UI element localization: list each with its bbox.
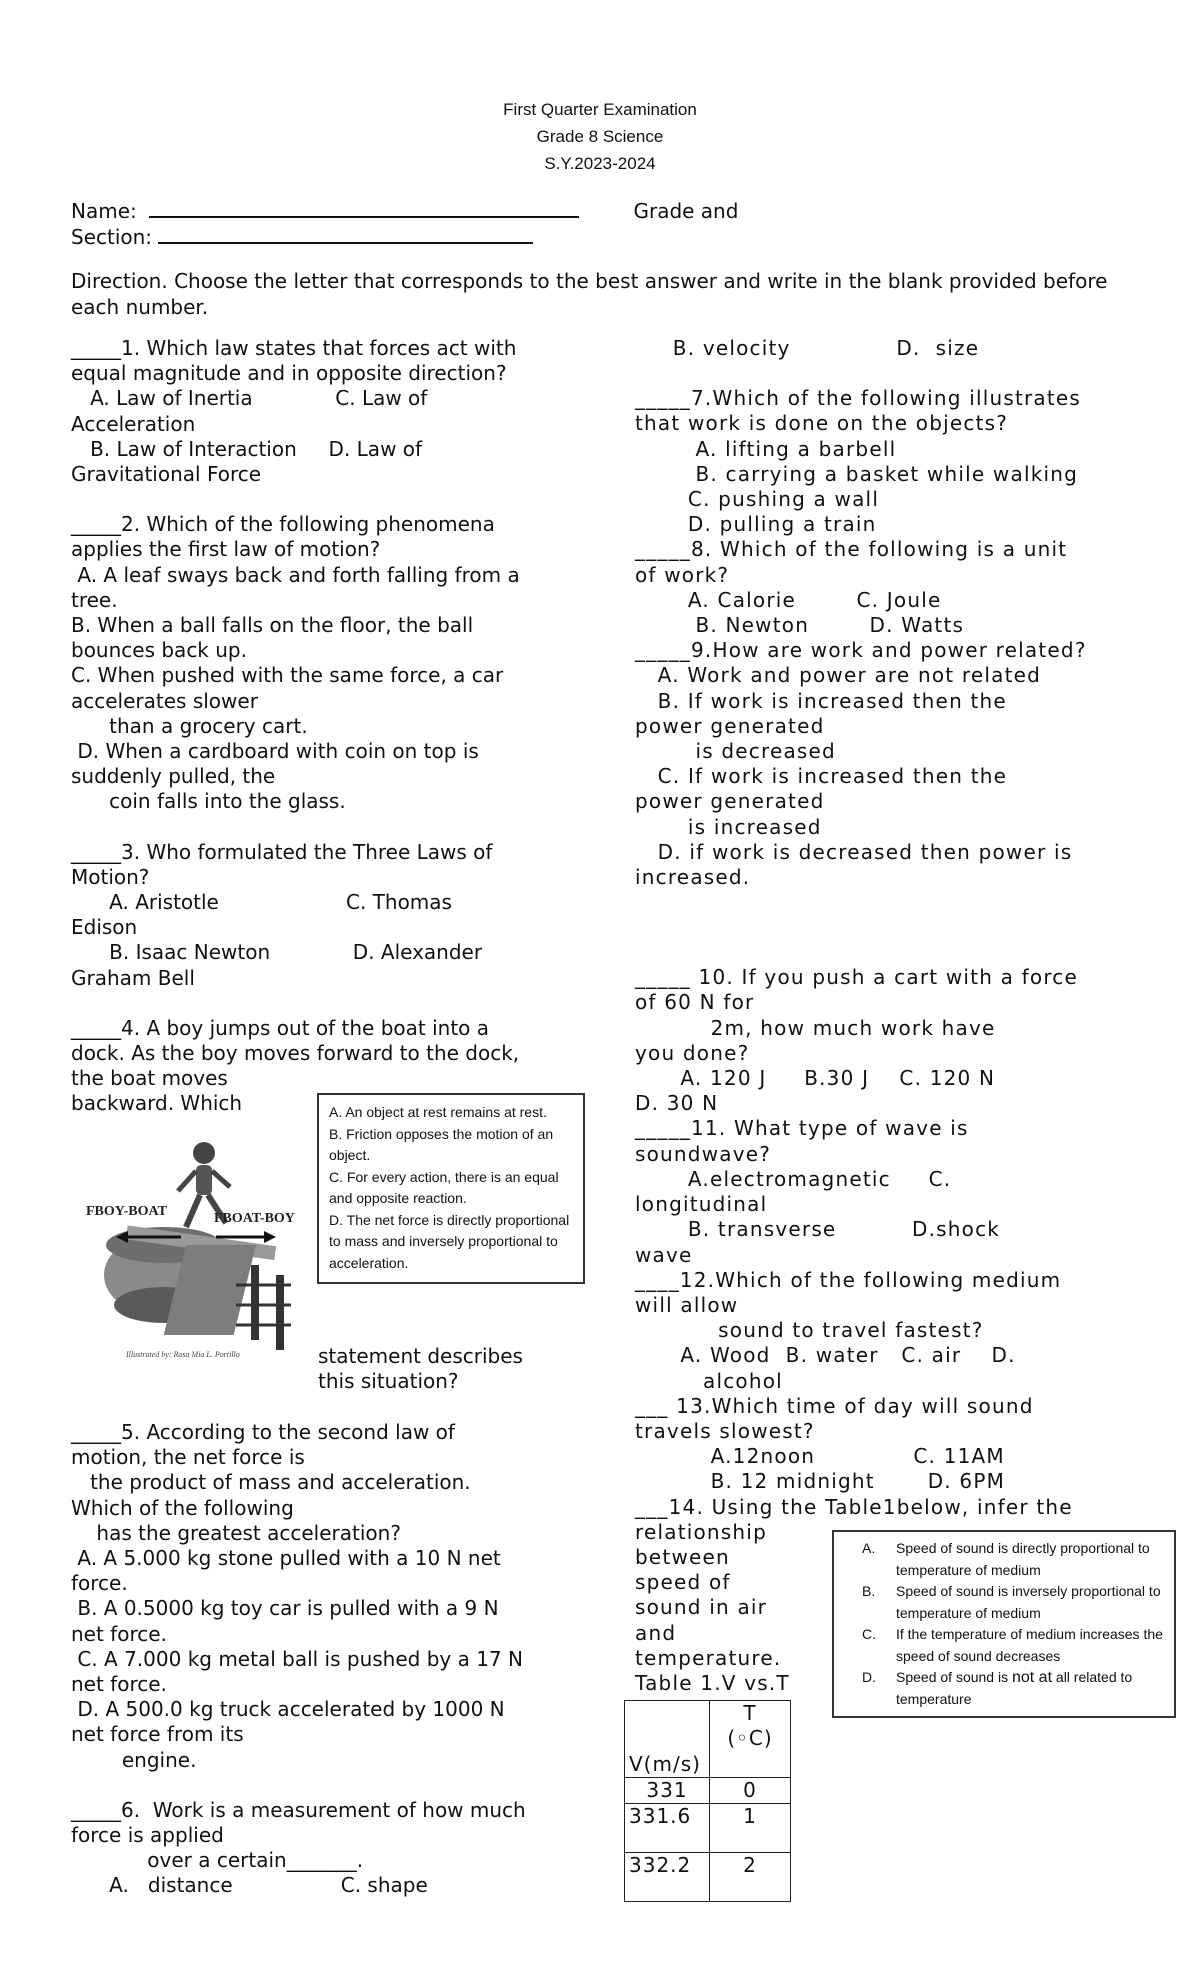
question-line: accelerates slower	[71, 688, 258, 713]
question-line: Acceleration	[71, 411, 196, 436]
question-line: D. if work is decreased then power is	[635, 839, 1073, 864]
q4-option-d: D. The net force is directly proportional to mass and inversely proportional to acceleration.	[329, 1211, 570, 1271]
grade-label: Grade and	[633, 199, 739, 223]
section-label: Section:	[71, 225, 153, 249]
question-line: coin falls into the glass.	[71, 789, 346, 814]
question-line: wave	[635, 1242, 693, 1267]
question-line: force.	[71, 1571, 128, 1596]
question-line: travels slowest?	[635, 1418, 815, 1443]
q4-option-b: B. Friction opposes the motion of an object.	[329, 1125, 554, 1163]
question-line: _____3. Who formulated the Three Laws of	[71, 839, 493, 864]
question-line: C. When pushed with the same force, a car	[71, 663, 504, 688]
question-12	[635, 1268, 1155, 1394]
cell-v: 331	[625, 1778, 710, 1804]
question-11	[635, 1116, 1155, 1267]
question-line: B. Law of Interaction D. Law of	[71, 436, 423, 461]
question-line: this situation?	[318, 1369, 459, 1394]
question-line: Gravitational Force	[71, 462, 262, 487]
question-line: A. A leaf sways back and forth falling from a	[71, 562, 520, 587]
section-blank[interactable]	[158, 224, 533, 244]
question-line: A. distance C. shape	[71, 1873, 428, 1898]
q14-option-a: A. Speed of sound is directly proportional to temperature of medium	[862, 1540, 1150, 1578]
question-line: _____7.Which of the following illustrates	[635, 386, 1082, 411]
name-section-row	[71, 198, 1171, 250]
question-line: the product of mass and acceleration.	[71, 1470, 471, 1495]
question-line: B. When a ball falls on the floor, the ball	[71, 613, 474, 638]
question-line: ___14. Using the Table1below, infer the	[635, 1494, 1073, 1519]
question-3	[71, 840, 571, 991]
question-8	[635, 537, 1155, 638]
question-2	[71, 512, 571, 814]
q14-option-b: B. Speed of sound is inversely proportional to temperature of medium	[862, 1583, 1161, 1621]
question-line: you done?	[635, 1040, 750, 1065]
question-line: Table 1.V vs.T	[635, 1670, 790, 1695]
q14-option-d: D. Speed of sound is not at all related to temperature	[862, 1669, 1133, 1707]
question-line: A. Work and power are not related	[635, 663, 1042, 688]
cell-t: 1	[710, 1804, 791, 1853]
question-line: soundwave?	[635, 1141, 772, 1166]
question-9	[635, 638, 1155, 890]
q14-option-c: C. If the temperature of medium increases the speed of sound decreases	[862, 1626, 1163, 1664]
question-line: A. Aristotle C. Thomas	[71, 890, 452, 915]
question-line: than a grocery cart.	[71, 713, 308, 738]
question-line: is decreased	[635, 739, 836, 764]
question-line: power generated	[635, 713, 825, 738]
question-line: B. Isaac Newton D. Alexander	[71, 940, 483, 965]
question-line: A.12noon C. 11AM	[635, 1444, 1005, 1469]
question-line: sound in air	[635, 1595, 768, 1620]
question-line: C. pushing a wall	[635, 487, 880, 512]
question-line: D. 30 N	[635, 1091, 719, 1116]
question-line: A. Law of Inertia C. Law of	[71, 386, 428, 411]
question-line: _____11. What type of wave is	[635, 1116, 969, 1141]
question-line: and	[635, 1620, 677, 1645]
question-1	[71, 336, 571, 487]
question-line: A. 120 J B.30 J C. 120 N	[635, 1066, 996, 1091]
question-line: C. A 7.000 kg metal ball is pushed by a 17 N	[71, 1646, 523, 1671]
question-line: applies the first law of motion?	[71, 537, 381, 562]
question-line: ____12.Which of the following medium	[635, 1267, 1062, 1292]
right-column	[635, 336, 1155, 1696]
question-line: between	[635, 1544, 730, 1569]
question-4-options-box	[317, 1093, 585, 1284]
cell-t: 2	[710, 1853, 791, 1902]
question-line: alcohol	[635, 1368, 783, 1393]
question-line: _____9.How are work and power related?	[635, 638, 1087, 663]
question-line: B. carrying a basket while walking	[635, 461, 1079, 486]
question-line: speed of	[635, 1570, 731, 1595]
question-line: C. If work is increased then the	[635, 764, 1008, 789]
exam-title: First Quarter Examination	[503, 100, 697, 119]
table-header-row	[625, 1701, 791, 1778]
boat-dock-illustration	[86, 1125, 306, 1365]
directions: Direction. Choose the letter that corresponds to the best answer and write in the blank provided before each number.	[71, 269, 1108, 319]
table-row	[625, 1853, 791, 1902]
question-line: net force.	[71, 1672, 167, 1697]
question-line: statement describes	[318, 1344, 523, 1368]
question-6	[71, 1798, 571, 1899]
question-line: A. Calorie C. Joule	[635, 587, 942, 612]
name-blank[interactable]	[149, 198, 579, 218]
left-column-lower	[71, 1420, 571, 1899]
question-line: D. When a cardboard with coin on top is	[71, 739, 479, 764]
question-line: dock. As the boy moves forward to the dock,	[71, 1041, 520, 1066]
question-line: longitudinal	[635, 1192, 768, 1217]
question-line: net force from its	[71, 1722, 244, 1747]
question-line: sound to travel fastest?	[635, 1318, 984, 1343]
table-row	[625, 1778, 791, 1804]
question-line: will allow	[635, 1292, 739, 1317]
question-line: force is applied	[71, 1823, 224, 1848]
question-line: power generated	[635, 789, 825, 814]
question-line: _____4. A boy jumps out of the boat into a	[71, 1015, 490, 1040]
question-line: engine.	[71, 1747, 197, 1772]
question-line: suddenly pulled, the	[71, 764, 276, 789]
force-label-boy-boat: FBOY-BOAT	[86, 1204, 167, 1219]
question-6-tail	[635, 336, 1155, 361]
question-14-options-box	[832, 1530, 1176, 1718]
illustration-credit: Illustrated by: Rosa Mia L. Portillo	[126, 1350, 240, 1359]
question-line: Graham Bell	[71, 965, 195, 990]
question-line: _____5. According to the second law of	[71, 1420, 455, 1444]
question-line: A.electromagnetic C.	[635, 1166, 952, 1191]
question-line: _____8. Which of the following is a unit	[635, 537, 1068, 562]
cell-t: 0	[710, 1778, 791, 1804]
force-label-boat-boy: FBOAT-BOY	[214, 1211, 295, 1226]
question-line: Which of the following	[71, 1495, 294, 1520]
question-line: the boat moves	[71, 1066, 228, 1091]
question-line: equal magnitude and in opposite direction?	[71, 361, 507, 386]
school-year: S.Y.2023-2024	[544, 154, 656, 173]
header-t: T (◦C)	[710, 1701, 791, 1778]
question-line: A. A 5.000 kg stone pulled with a 10 N net	[71, 1546, 501, 1571]
exam-subject: Grade 8 Science	[536, 127, 664, 146]
question-5	[71, 1420, 571, 1773]
question-line: over a certain_______.	[71, 1848, 364, 1873]
cell-v: 332.2	[625, 1853, 710, 1902]
question-10	[635, 965, 1155, 1116]
question-13	[635, 1394, 1155, 1495]
question-line: Edison	[71, 915, 138, 940]
question-line: bounces back up.	[71, 638, 247, 663]
question-line: _____6. Work is a measurement of how much	[71, 1797, 526, 1822]
question-line: B. Newton D. Watts	[635, 613, 965, 638]
question-line: backward. Which	[71, 1091, 243, 1116]
exam-header	[0, 96, 1200, 177]
question-line: tree.	[71, 587, 118, 612]
question-line: of 60 N for	[635, 990, 755, 1015]
header-v: V(m/s)	[625, 1701, 710, 1778]
left-column	[71, 336, 571, 1117]
question-line: increased.	[635, 865, 751, 890]
question-line: net force.	[71, 1621, 167, 1646]
q4-option-a: A. An object at rest remains at rest.	[329, 1104, 547, 1120]
question-line: relationship	[635, 1519, 767, 1544]
question-line: _____ 10. If you push a cart with a force	[635, 965, 1078, 990]
question-line: A. lifting a barbell	[635, 436, 897, 461]
question-line: _____2. Which of the following phenomena	[71, 512, 495, 537]
question-line: B. If work is increased then the	[635, 688, 1007, 713]
question-line: 2m, how much work have	[635, 1015, 996, 1040]
question-line: _____1. Which law states that forces act with	[71, 336, 517, 360]
question-line: is increased	[635, 814, 822, 839]
name-label: Name:	[71, 199, 137, 223]
question-7	[635, 386, 1155, 537]
question-line: ___ 13.Which time of day will sound	[635, 1393, 1034, 1418]
question-4-tail	[318, 1344, 568, 1394]
table-row	[625, 1804, 791, 1853]
question-line: B. A 0.5000 kg toy car is pulled with a 9 N	[71, 1596, 499, 1621]
question-line: B. 12 midnight D. 6PM	[635, 1469, 1006, 1494]
boat-dock-image	[86, 1125, 306, 1365]
question-line: of work?	[635, 562, 730, 587]
question-line: B. velocity D. size	[635, 336, 980, 360]
question-line: Motion?	[71, 864, 150, 889]
q4-option-c: C. For every action, there is an equal and opposite reaction.	[329, 1168, 559, 1206]
question-line: D. A 500.0 kg truck accelerated by 1000 N	[71, 1697, 505, 1722]
question-line: B. transverse D.shock	[635, 1217, 1001, 1242]
question-line: motion, the net force is	[71, 1445, 305, 1470]
question-line: that work is done on the objects?	[635, 411, 1009, 436]
question-line: D. pulling a train	[635, 512, 877, 537]
table-v-vs-t	[624, 1700, 791, 1902]
question-line: has the greatest acceleration?	[71, 1520, 401, 1545]
question-line: temperature.	[635, 1645, 782, 1670]
question-line: A. Wood B. water C. air D.	[635, 1343, 1016, 1368]
cell-v: 331.6	[625, 1804, 710, 1853]
